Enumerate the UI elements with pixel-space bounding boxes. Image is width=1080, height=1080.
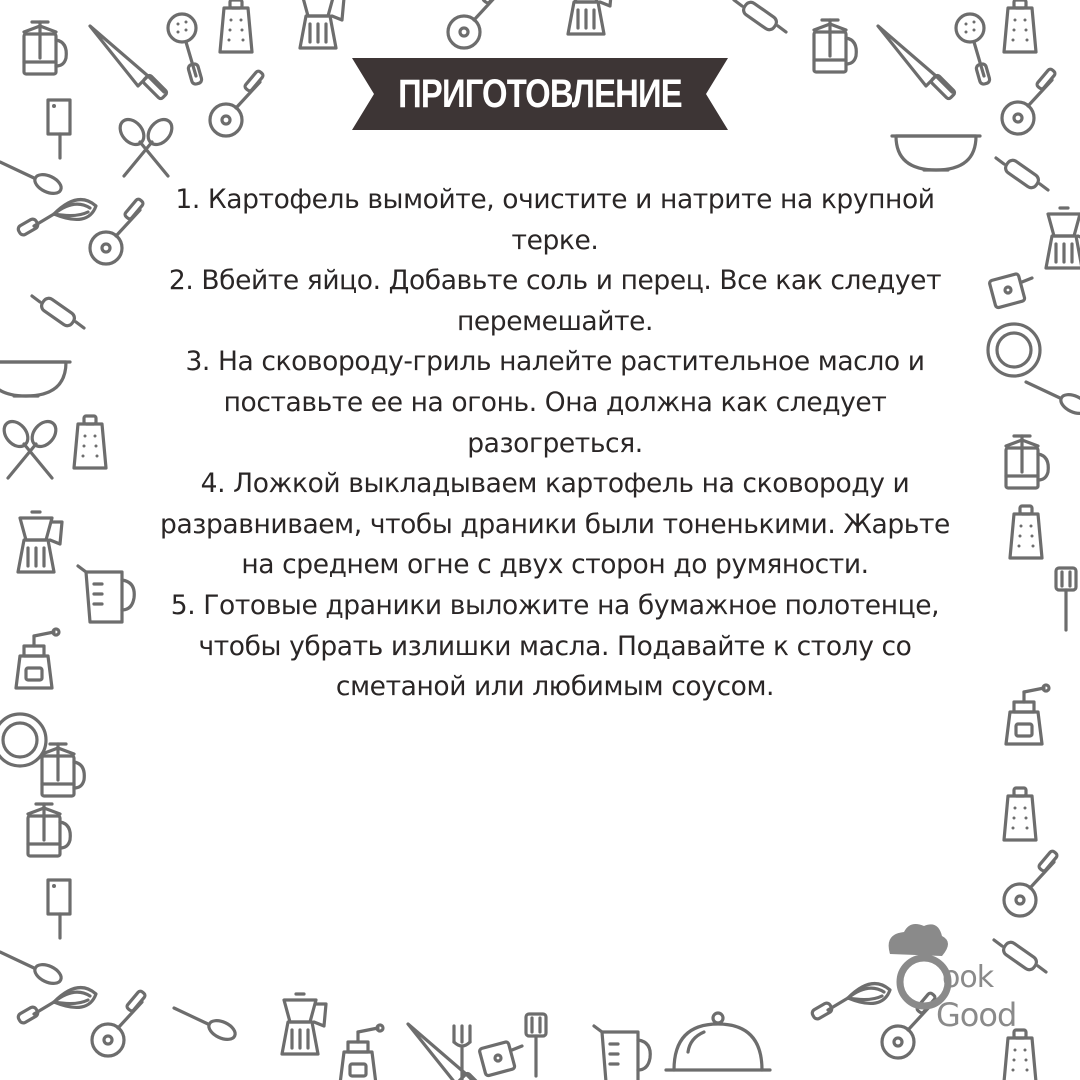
rolling-pin-icon [734, 0, 786, 32]
recipe-steps [140, 180, 970, 708]
cleaver-icon [48, 880, 70, 938]
french-press-icon [1006, 436, 1048, 488]
cloche-icon [666, 1013, 770, 1070]
french-press-icon [28, 804, 70, 856]
logo-line-2: Good [936, 996, 1017, 1034]
cookgood-logo [880, 920, 1050, 1040]
coffee-grinder-icon [340, 1025, 383, 1080]
logo-line-1: ook [942, 960, 994, 995]
step-item: 2. Вбейте яйцо. Добавьте соль и перец. Все как следует перемешайте. [168, 265, 942, 337]
moka-pot-icon [300, 0, 344, 48]
spoon-icon [0, 162, 64, 197]
rolling-pin-icon [32, 296, 84, 328]
french-press-icon [42, 744, 84, 796]
bowl-icon [892, 136, 980, 170]
heading-title: ПРИГОТОВЛЕНИЕ [398, 71, 682, 116]
grater-icon [74, 416, 106, 468]
whisk-icon [17, 988, 96, 1025]
french-press-icon [24, 22, 66, 74]
pizza-cutter-icon [92, 990, 146, 1056]
cutting-board-icon [989, 273, 1032, 308]
measuring-cup-icon [594, 1026, 650, 1080]
grater-icon [1004, 788, 1036, 840]
step-item: 5. Готовые драники выложите на бумажное полотенце, чтобы убрать излишки масла. Подавайте к столу со сметаной или любимым соусом. [170, 589, 940, 703]
moka-pot-icon [568, 0, 612, 34]
spoon-icon [0, 952, 64, 987]
step-item: 3. На сковороду-гриль налейте растительное масло и поставьте ее на огонь. Она должна как следует разогреться. [185, 346, 925, 459]
rolling-pin-icon [996, 158, 1048, 190]
pizza-cutter-icon [1002, 68, 1056, 134]
whisk-icon [17, 200, 96, 237]
knife-icon [90, 26, 168, 100]
whisk-icon [811, 984, 890, 1021]
heading-banner [352, 58, 728, 130]
grater-icon [1004, 0, 1036, 52]
spoons-icon [115, 115, 176, 176]
fork-icon [454, 1026, 470, 1080]
moka-pot-icon [282, 994, 326, 1054]
spoon-icon [1026, 382, 1080, 417]
pizza-cutter-icon [1004, 850, 1058, 916]
coffee-grinder-icon [1006, 685, 1049, 744]
knife-icon [408, 1024, 486, 1080]
spoon-icon [174, 1008, 238, 1043]
spoons-icon [0, 417, 61, 478]
moka-pot-icon [18, 512, 62, 572]
french-press-icon [814, 20, 856, 72]
knife-icon [878, 26, 956, 100]
plate-icon [0, 714, 46, 766]
plate-icon [988, 324, 1040, 376]
strainer-icon [168, 14, 203, 85]
measuring-cup-icon [78, 566, 134, 622]
pizza-cutter-icon [448, 0, 502, 48]
pizza-cutter-icon [210, 70, 264, 136]
grater-icon [1010, 506, 1042, 558]
step-item: 4. Ложкой выкладываем картофель на сковороду и разравниваем, чтобы драники были тоненькими. Жарьте на среднем огне с двух сторон до румяности. [160, 468, 950, 581]
coffee-grinder-icon [16, 629, 59, 688]
spatula-icon [526, 1014, 546, 1076]
pizza-cutter-icon [90, 198, 144, 264]
cleaver-icon [48, 100, 70, 158]
bowl-icon [0, 362, 70, 396]
grater-icon [220, 0, 252, 52]
cutting-board-icon [479, 1041, 522, 1076]
step-item: 1. Картофель вымойте, очистите и натрите на крупной терке. [175, 184, 935, 256]
moka-pot-icon [1046, 208, 1080, 268]
strainer-icon [956, 14, 991, 85]
spatula-icon [1056, 568, 1076, 630]
